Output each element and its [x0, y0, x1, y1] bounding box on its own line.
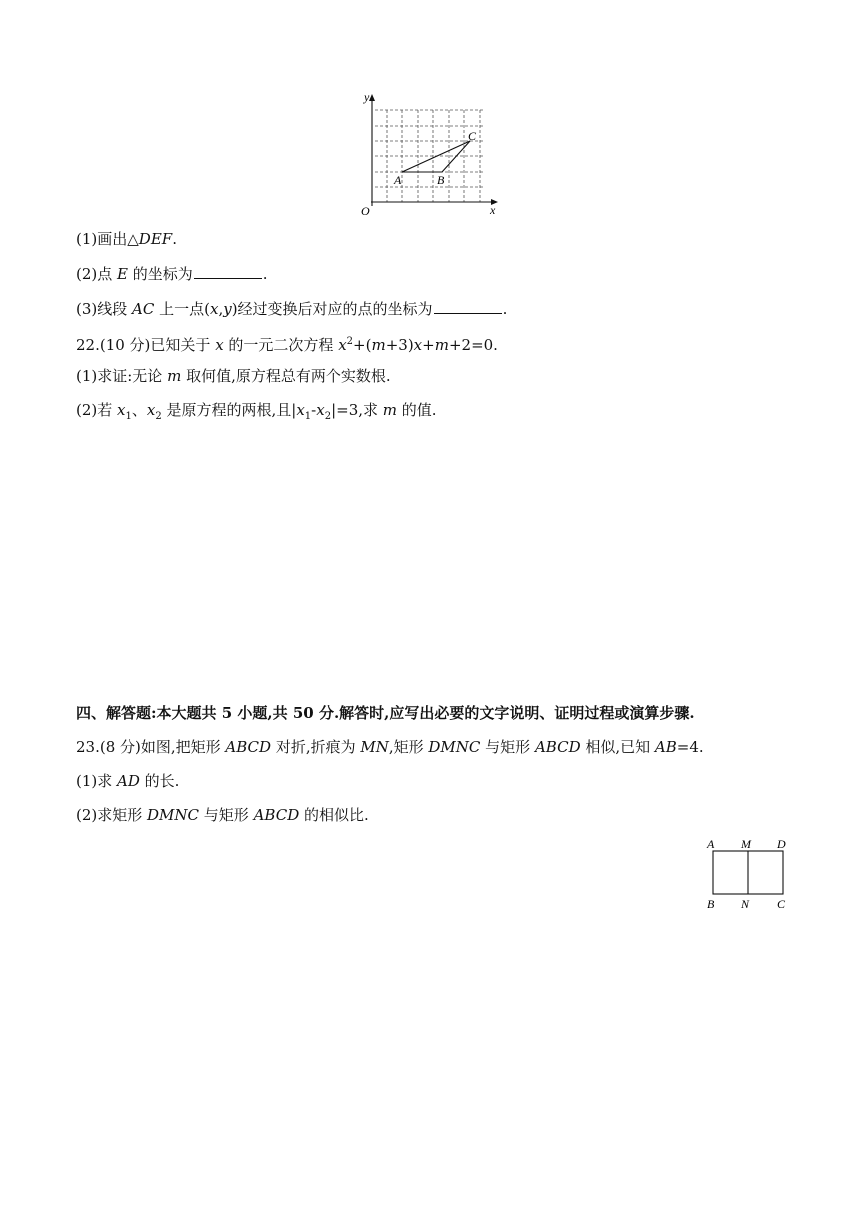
q22-var-x: x — [215, 336, 224, 354]
q23-part2-middle: 与矩形 — [199, 806, 254, 824]
q21-part2-suffix: . — [262, 265, 268, 283]
q21-part3-var-x: x — [209, 300, 219, 318]
label-d: D — [777, 837, 786, 851]
axis-x-label: x — [490, 203, 496, 217]
q22-stem — [76, 332, 498, 355]
rectangle-figure — [700, 834, 800, 914]
q22-part2-m: m — [382, 401, 398, 419]
q22-part2-sep: 、 — [131, 401, 147, 419]
q23-var-dmnc: DMNC — [428, 738, 481, 756]
q21-part2-middle: 的坐标为 — [127, 265, 193, 283]
axis-y-label: y — [364, 90, 370, 104]
answer-blank[interactable] — [194, 264, 262, 279]
q21-part3-comma: , — [218, 300, 224, 318]
point-b-label: B — [437, 173, 445, 187]
q22-eq-m2: m — [434, 336, 449, 354]
q23-part2-var-dmnc: DMNC — [147, 806, 200, 824]
point-c-label: C — [468, 129, 477, 143]
q23-stem-tail: =4. — [676, 738, 704, 756]
origin-label: O — [361, 204, 370, 218]
q21-part1 — [76, 229, 177, 249]
axes — [369, 94, 498, 206]
q23-part2-suffix: 的相似比. — [299, 806, 369, 824]
q22-part1-text: (1)求证:无论 — [76, 367, 168, 385]
triangle-abc — [402, 141, 470, 172]
answer-blank[interactable] — [434, 299, 502, 314]
q21-part3-middle1: 上一点( — [154, 300, 210, 318]
q22-part2-x4: x — [316, 401, 325, 419]
q23-stem-part: 对折,折痕为 — [271, 738, 361, 756]
q22-eq-part: +( — [353, 336, 372, 354]
q21-part2 — [76, 264, 268, 284]
q21-part1-var: DEF — [138, 230, 173, 248]
q22-part2-text: (2)若 — [76, 401, 118, 419]
q23-part2-text: (2)求矩形 — [76, 806, 148, 824]
segment-bc — [442, 141, 470, 172]
q23-var-ab: AB — [654, 738, 677, 756]
q22-part2 — [76, 400, 437, 427]
q21-part3-middle2: )经过变换后对应的点的坐标为 — [231, 300, 433, 318]
q21-part1-text: (1)画出△ — [76, 230, 139, 248]
q22-part2-middle: 是原方程的两根,且| — [161, 401, 297, 419]
q23-stem — [76, 737, 704, 757]
q22-eq-x1: x — [338, 336, 347, 354]
q23-var-abcd: ABCD — [225, 738, 272, 756]
q23-var-abcd: ABCD — [534, 738, 581, 756]
label-n: N — [741, 897, 750, 911]
q22-eq-m1: m — [371, 336, 386, 354]
q22-part1-suffix: 取何值,原方程总有两个实数根. — [181, 367, 391, 385]
q21-part2-var: E — [117, 265, 128, 283]
q23-var-mn: MN — [360, 738, 389, 756]
q23-part2 — [76, 805, 369, 825]
label-a: A — [707, 837, 715, 851]
q22-part2-sub3: 1 — [304, 411, 312, 422]
label-c: C — [777, 897, 786, 911]
q22-eq-part: +3) — [385, 336, 414, 354]
q21-part3-suffix: . — [502, 300, 508, 318]
q23-part1-suffix: 的长. — [139, 772, 180, 790]
q22-stem-middle: 的一元二次方程 — [223, 336, 339, 354]
y-axis-arrow — [369, 94, 375, 101]
q22-eq-x2: x — [413, 336, 423, 354]
q21-part1-suffix: . — [172, 230, 177, 248]
label-m: M — [741, 837, 751, 851]
section-heading: 四、解答题:本大题共 5 小题,共 50 分.解答时,应写出必要的文字说明、证明过程或演算步骤. — [76, 704, 695, 722]
q21-part3-var-y: y — [223, 300, 232, 318]
q21-part3-var-ac: AC — [132, 300, 155, 318]
q22-part2-x2: x — [146, 401, 156, 419]
label-b: B — [707, 897, 715, 911]
q23-part1 — [76, 771, 179, 791]
segment-ac — [402, 141, 470, 172]
q23-part2-var-abcd: ABCD — [253, 806, 300, 824]
q22-part1-var: m — [167, 367, 182, 385]
q22-part2-x1: x — [117, 401, 126, 419]
q22-part2-x3: x — [296, 401, 305, 419]
q21-part2-text: (2)点 — [76, 265, 118, 283]
q22-part2-sub2: 2 — [155, 411, 162, 422]
point-a-label: A — [394, 173, 402, 187]
q23-stem-part: ,矩形 — [388, 738, 429, 756]
q23-stem-part: 相似,已知 — [580, 738, 655, 756]
q22-eq-part: + — [422, 336, 435, 354]
q21-part3-text: (3)线段 — [76, 300, 133, 318]
q23-part1-var: AD — [117, 772, 140, 790]
grid-lines — [375, 110, 485, 202]
q22-part2-middle2: |=3,求 — [331, 401, 383, 419]
q22-stem-text: 22.(10 分)已知关于 — [76, 336, 216, 354]
q22-part2-sub1: 1 — [125, 411, 132, 422]
q22-part2-minus: - — [311, 401, 317, 419]
q22-part2-sub4: 2 — [324, 411, 332, 422]
q23-part1-text: (1)求 — [76, 772, 118, 790]
q22-eq-tail: +2=0. — [448, 336, 498, 354]
q23-stem-part: 与矩形 — [480, 738, 535, 756]
q22-part2-suffix: 的值. — [397, 401, 437, 419]
q22-part1 — [76, 366, 391, 386]
q21-part3 — [76, 299, 507, 319]
q23-stem-text: 23.(8 分)如图,把矩形 — [76, 738, 226, 756]
q22-eq-exponent: 2 — [346, 336, 354, 347]
coordinate-grid-figure — [355, 88, 505, 220]
